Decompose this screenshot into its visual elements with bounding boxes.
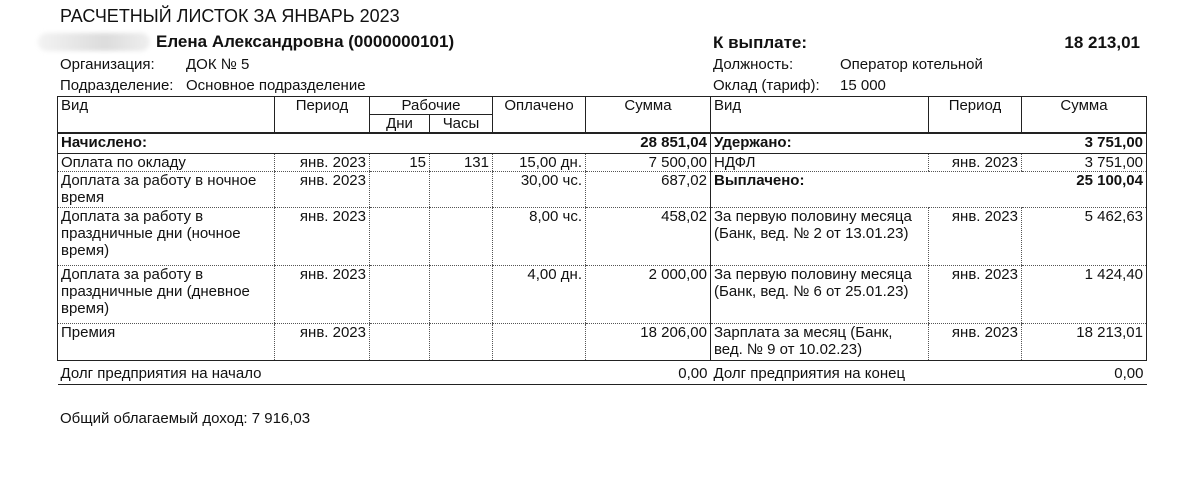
employee-name: Елена Александровна (0000000101) <box>156 32 455 51</box>
department-label: Подразделение: <box>60 77 174 94</box>
withholding-sum: 3 751,00 <box>1022 153 1147 171</box>
header-sum: Сумма <box>586 97 711 134</box>
payslip-table <box>57 96 1147 385</box>
debt-start-value: 0,00 <box>586 360 711 384</box>
withholding-period: янв. 2023 <box>929 153 1022 171</box>
accrual-days <box>370 265 430 323</box>
payment-vid: За первую половину месяца (Банк, вед. № 6 от 25.01.23) <box>711 265 929 323</box>
department-value: Основное подразделение <box>186 77 366 94</box>
accrual-vid: Оплата по окладу <box>58 153 275 171</box>
payment-vid: Зарплата за месяц (Банк, вед. № 9 от 10.02.23) <box>711 323 929 360</box>
taxable-income <box>60 410 310 427</box>
accrual-period: янв. 2023 <box>275 207 370 265</box>
accrual-days: 15 <box>370 153 430 171</box>
totals-row <box>58 133 1147 153</box>
header-vid: Вид <box>58 97 275 134</box>
payment-vid: За первую половину месяца (Банк, вед. № 2 от 13.01.23) <box>711 207 929 265</box>
taxable-income-label: Общий облагаемый доход: <box>60 410 248 427</box>
header-hours: Часы <box>430 115 493 134</box>
accrual-sum: 18 206,00 <box>586 323 711 360</box>
debt-end-label: Долг предприятия на конец <box>711 360 1022 384</box>
header-vid-right: Вид <box>711 97 929 134</box>
salary-value: 15 000 <box>840 77 886 94</box>
accrual-hours <box>430 171 493 207</box>
payment-period: янв. 2023 <box>929 265 1022 323</box>
debt-row <box>58 360 1147 384</box>
debt-end-value: 0,00 <box>1022 360 1147 384</box>
withheld-label: Удержано: <box>711 133 1022 153</box>
paidout-label: Выплачено: <box>711 171 1022 207</box>
accrual-sum: 458,02 <box>586 207 711 265</box>
accrued-label: Начислено: <box>58 133 586 153</box>
paidout-value: 25 100,04 <box>1022 171 1147 207</box>
header-period: Период <box>275 97 370 134</box>
accrual-paid <box>493 323 586 360</box>
debt-start-label: Долг предприятия на начало <box>58 360 586 384</box>
position-value: Оператор котельной <box>840 56 983 73</box>
table-row <box>58 171 1147 207</box>
organization-value: ДОК № 5 <box>186 56 250 73</box>
accrued-value: 28 851,04 <box>586 133 711 153</box>
organization-label: Организация: <box>60 56 155 73</box>
table-row <box>58 323 1147 360</box>
accrual-paid: 4,00 дн. <box>493 265 586 323</box>
accrual-hours <box>430 265 493 323</box>
accrual-period: янв. 2023 <box>275 323 370 360</box>
accrual-period: янв. 2023 <box>275 265 370 323</box>
accrual-sum: 687,02 <box>586 171 711 207</box>
accrual-vid: Доплата за работу в праздничные дни (дневное время) <box>58 265 275 323</box>
table-row <box>58 153 1147 171</box>
header-paid: Оплачено <box>493 97 586 134</box>
payment-sum: 5 462,63 <box>1022 207 1147 265</box>
payment-sum: 1 424,40 <box>1022 265 1147 323</box>
accrual-vid: Доплата за работу в ночное время <box>58 171 275 207</box>
accrual-paid: 15,00 дн. <box>493 153 586 171</box>
accrual-paid: 8,00 чс. <box>493 207 586 265</box>
table-row <box>58 207 1147 265</box>
position-label: Должность: <box>713 56 794 73</box>
payment-period: янв. 2023 <box>929 323 1022 360</box>
payment-sum: 18 213,01 <box>1022 323 1147 360</box>
accrual-paid: 30,00 чс. <box>493 171 586 207</box>
accrual-sum: 7 500,00 <box>586 153 711 171</box>
accrual-period: янв. 2023 <box>275 153 370 171</box>
taxable-income-value: 7 916,03 <box>251 410 311 427</box>
accrual-sum: 2 000,00 <box>586 265 711 323</box>
accrual-hours <box>430 207 493 265</box>
withholding-vid: НДФЛ <box>711 153 929 171</box>
accrual-hours: 131 <box>430 153 493 171</box>
redacted-surname <box>38 33 150 51</box>
accrual-hours <box>430 323 493 360</box>
header-sum-right: Сумма <box>1022 97 1147 134</box>
to-pay-value: 18 213,01 <box>1064 33 1140 52</box>
header-row <box>58 97 1147 115</box>
table-row <box>58 265 1147 323</box>
accrual-days <box>370 323 430 360</box>
accrual-vid: Премия <box>58 323 275 360</box>
header-period-right: Период <box>929 97 1022 134</box>
salary-label: Оклад (тариф): <box>713 77 820 94</box>
to-pay-label: К выплате: <box>713 33 808 52</box>
payslip-title: РАСЧЕТНЫЙ ЛИСТОК ЗА ЯНВАРЬ 2023 <box>60 6 400 26</box>
withheld-value: 3 751,00 <box>1022 133 1147 153</box>
header-work: Рабочие <box>370 97 493 115</box>
accrual-period: янв. 2023 <box>275 171 370 207</box>
accrual-days <box>370 207 430 265</box>
payment-period: янв. 2023 <box>929 207 1022 265</box>
header-days: Дни <box>370 115 430 134</box>
accrual-days <box>370 171 430 207</box>
accrual-vid: Доплата за работу в праздничные дни (ночное время) <box>58 207 275 265</box>
